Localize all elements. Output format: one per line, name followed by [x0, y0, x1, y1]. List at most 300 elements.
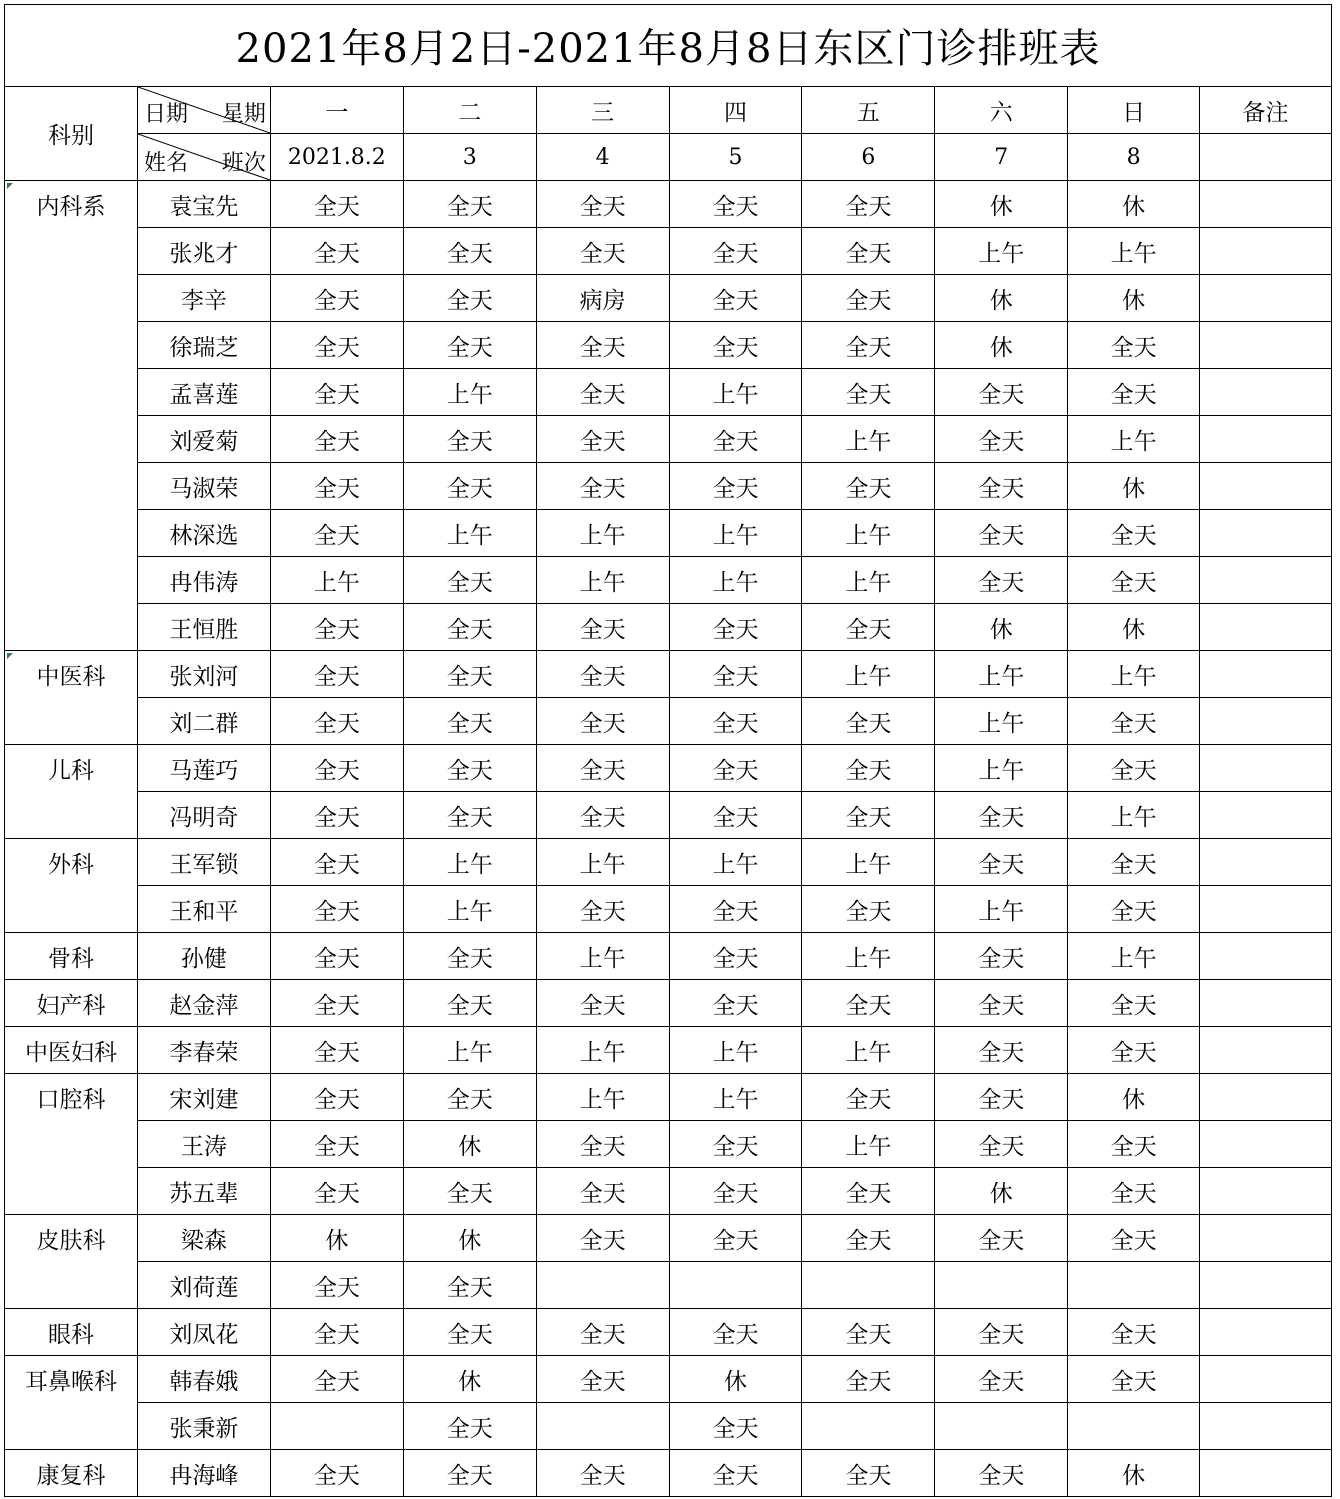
- table-row: [5, 1121, 1332, 1168]
- header-weekday-label: 星期: [221, 102, 266, 127]
- table-row: [5, 698, 1332, 745]
- shift-cell: [669, 1262, 802, 1309]
- dept-cell: 皮肤科: [5, 1215, 138, 1262]
- remark-cell: [1200, 604, 1332, 651]
- shift-cell: 休: [1068, 604, 1200, 651]
- dept-cell: 耳鼻喉科: [5, 1356, 138, 1403]
- shift-cell: 全天: [270, 792, 403, 839]
- shift-cell: 上午: [935, 886, 1068, 933]
- shift-cell: 全天: [270, 322, 403, 369]
- dept-cell: 骨科: [5, 933, 138, 980]
- remark-cell: [1200, 933, 1332, 980]
- shift-cell: 全天: [403, 792, 536, 839]
- shift-cell: 全天: [669, 1168, 802, 1215]
- shift-cell: 休: [403, 1215, 536, 1262]
- shift-cell: 全天: [935, 1027, 1068, 1074]
- shift-cell: 全天: [935, 463, 1068, 510]
- shift-cell: 上午: [935, 698, 1068, 745]
- shift-cell: 上午: [802, 510, 935, 557]
- shift-cell: 上午: [802, 1027, 935, 1074]
- shift-cell: 全天: [935, 369, 1068, 416]
- shift-cell: 全天: [1068, 1168, 1200, 1215]
- shift-cell: 全天: [270, 839, 403, 886]
- shift-cell: 全天: [802, 181, 935, 228]
- shift-cell: 全天: [802, 1074, 935, 1121]
- table-row: [5, 1403, 1332, 1450]
- shift-cell: 全天: [536, 181, 669, 228]
- shift-cell: 上午: [802, 557, 935, 604]
- shift-cell: 全天: [802, 322, 935, 369]
- shift-cell: 全天: [669, 463, 802, 510]
- shift-cell: 全天: [270, 886, 403, 933]
- dept-cell: [5, 1403, 138, 1450]
- shift-cell: 全天: [935, 510, 1068, 557]
- remark-cell: [1200, 792, 1332, 839]
- shift-cell: 全天: [802, 1450, 935, 1497]
- shift-cell: 全天: [536, 698, 669, 745]
- shift-cell: 上午: [802, 933, 935, 980]
- shift-cell: 全天: [403, 933, 536, 980]
- shift-cell: 上午: [802, 1121, 935, 1168]
- shift-cell: 上午: [802, 651, 935, 698]
- shift-cell: [1068, 1403, 1200, 1450]
- header-date-label: 日期: [143, 102, 188, 127]
- shift-cell: 全天: [669, 1403, 802, 1450]
- date-cell: 5: [669, 134, 802, 181]
- name-cell: 宋刘建: [137, 1074, 270, 1121]
- shift-cell: 上午: [935, 651, 1068, 698]
- name-cell: 孙健: [137, 933, 270, 980]
- shift-cell: 全天: [669, 792, 802, 839]
- shift-cell: 病房: [536, 275, 669, 322]
- shift-cell: 上午: [536, 839, 669, 886]
- shift-cell: 全天: [802, 1309, 935, 1356]
- dept-cell: [5, 369, 138, 416]
- shift-cell: 全天: [1068, 1356, 1200, 1403]
- shift-cell: 全天: [669, 322, 802, 369]
- shift-cell: 全天: [1068, 1309, 1200, 1356]
- remark-cell: [1200, 651, 1332, 698]
- shift-cell: 全天: [403, 181, 536, 228]
- shift-cell: 全天: [403, 557, 536, 604]
- remark-cell: [1200, 980, 1332, 1027]
- shift-cell: 全天: [403, 980, 536, 1027]
- shift-cell: 上午: [935, 745, 1068, 792]
- name-cell: 冉伟涛: [137, 557, 270, 604]
- shift-cell: 全天: [669, 275, 802, 322]
- table-row: [5, 1356, 1332, 1403]
- shift-cell: 全天: [669, 933, 802, 980]
- shift-cell: 休: [1068, 181, 1200, 228]
- shift-cell: 全天: [802, 698, 935, 745]
- shift-cell: 上午: [669, 557, 802, 604]
- shift-cell: 全天: [669, 1309, 802, 1356]
- table-row: [5, 181, 1332, 228]
- header-remark: 备注: [1200, 87, 1332, 134]
- table-row: [5, 792, 1332, 839]
- shift-cell: 全天: [536, 1356, 669, 1403]
- shift-cell: 全天: [270, 1168, 403, 1215]
- shift-cell: 全天: [1068, 698, 1200, 745]
- table-row: [5, 980, 1332, 1027]
- shift-cell: 全天: [935, 980, 1068, 1027]
- table-row: [5, 604, 1332, 651]
- shift-cell: 全天: [403, 651, 536, 698]
- shift-cell: 全天: [536, 369, 669, 416]
- shift-cell: 全天: [536, 886, 669, 933]
- shift-cell: 上午: [1068, 933, 1200, 980]
- name-cell: 刘二群: [137, 698, 270, 745]
- shift-cell: 上午: [669, 510, 802, 557]
- dept-cell: [5, 604, 138, 651]
- shift-cell: 全天: [270, 1262, 403, 1309]
- page-title: 2021年8月2日-2021年8月8日东区门诊排班表: [4, 4, 1332, 86]
- shift-cell: 全天: [270, 275, 403, 322]
- shift-cell: 全天: [669, 651, 802, 698]
- shift-cell: 全天: [270, 698, 403, 745]
- cell-comment-marker-icon: [7, 653, 13, 659]
- dept-cell: [5, 1168, 138, 1215]
- shift-cell: [935, 1403, 1068, 1450]
- shift-cell: 上午: [669, 839, 802, 886]
- name-cell: 马淑荣: [137, 463, 270, 510]
- schedule-table: [4, 86, 1332, 1497]
- shift-cell: 全天: [270, 1356, 403, 1403]
- shift-cell: 全天: [270, 604, 403, 651]
- name-cell: 林深选: [137, 510, 270, 557]
- date-cell: 3: [403, 134, 536, 181]
- shift-cell: [536, 1262, 669, 1309]
- shift-cell: 休: [1068, 1074, 1200, 1121]
- table-row: [5, 1450, 1332, 1497]
- shift-cell: 全天: [669, 228, 802, 275]
- remark-cell: [1200, 181, 1332, 228]
- dept-cell: [5, 557, 138, 604]
- cell-comment-marker-icon: [7, 183, 13, 189]
- shift-cell: 休: [669, 1356, 802, 1403]
- shift-cell: 休: [1068, 275, 1200, 322]
- shift-cell: 全天: [270, 651, 403, 698]
- shift-cell: 全天: [536, 1121, 669, 1168]
- shift-cell: 全天: [1068, 322, 1200, 369]
- shift-cell: 休: [403, 1121, 536, 1168]
- name-cell: 李辛: [137, 275, 270, 322]
- table-row: [5, 1309, 1332, 1356]
- remark-cell: [1200, 1074, 1332, 1121]
- remark-cell: [1200, 745, 1332, 792]
- shift-cell: 全天: [403, 1403, 536, 1450]
- shift-cell: 全天: [935, 1121, 1068, 1168]
- shift-cell: 全天: [802, 228, 935, 275]
- shift-cell: 全天: [403, 604, 536, 651]
- dept-cell: [5, 510, 138, 557]
- shift-cell: 全天: [403, 322, 536, 369]
- shift-cell: 全天: [935, 839, 1068, 886]
- table-row: [5, 557, 1332, 604]
- shift-cell: 休: [270, 1215, 403, 1262]
- shift-cell: 全天: [1068, 1027, 1200, 1074]
- dept-cell: [5, 322, 138, 369]
- weekday-cell: 日: [1068, 87, 1200, 134]
- shift-cell: 全天: [802, 792, 935, 839]
- shift-cell: 全天: [802, 463, 935, 510]
- shift-cell: 全天: [403, 1074, 536, 1121]
- remark-cell: [1200, 1356, 1332, 1403]
- shift-cell: 全天: [270, 933, 403, 980]
- shift-cell: 全天: [935, 792, 1068, 839]
- name-cell: 韩春娥: [137, 1356, 270, 1403]
- shift-cell: 上午: [403, 886, 536, 933]
- shift-cell: 全天: [1068, 1121, 1200, 1168]
- name-cell: 刘爱菊: [137, 416, 270, 463]
- table-row: [5, 416, 1332, 463]
- remark-cell: [1200, 322, 1332, 369]
- shift-cell: 全天: [270, 181, 403, 228]
- name-cell: 张秉新: [137, 1403, 270, 1450]
- shift-cell: 全天: [1068, 886, 1200, 933]
- shift-cell: 全天: [802, 1168, 935, 1215]
- shift-cell: [1068, 1262, 1200, 1309]
- header-name-label: 姓名: [143, 151, 188, 176]
- weekday-cell: 二: [403, 87, 536, 134]
- shift-cell: 上午: [669, 369, 802, 416]
- shift-cell: 上午: [1068, 228, 1200, 275]
- name-cell: 徐瑞芝: [137, 322, 270, 369]
- name-cell: 王恒胜: [137, 604, 270, 651]
- shift-cell: 全天: [270, 510, 403, 557]
- name-cell: 马莲巧: [137, 745, 270, 792]
- table-row: [5, 510, 1332, 557]
- weekday-cell: 四: [669, 87, 802, 134]
- remark-cell: [1200, 134, 1332, 181]
- dept-cell: 妇产科: [5, 980, 138, 1027]
- header-row-weekday: [5, 87, 1332, 134]
- shift-cell: [270, 1403, 403, 1450]
- dept-cell: 中医科: [5, 651, 138, 698]
- shift-cell: 全天: [935, 557, 1068, 604]
- shift-cell: 全天: [669, 980, 802, 1027]
- name-cell: 刘荷莲: [137, 1262, 270, 1309]
- shift-cell: 全天: [669, 416, 802, 463]
- remark-cell: [1200, 510, 1332, 557]
- remark-cell: [1200, 1215, 1332, 1262]
- remark-cell: [1200, 1403, 1332, 1450]
- table-row: [5, 886, 1332, 933]
- shift-cell: 全天: [935, 1356, 1068, 1403]
- name-cell: 王和平: [137, 886, 270, 933]
- shift-cell: 上午: [1068, 416, 1200, 463]
- shift-cell: 全天: [270, 1027, 403, 1074]
- shift-cell: 全天: [802, 980, 935, 1027]
- shift-cell: 全天: [536, 745, 669, 792]
- remark-cell: [1200, 557, 1332, 604]
- shift-cell: [802, 1262, 935, 1309]
- remark-cell: [1200, 369, 1332, 416]
- remark-cell: [1200, 1450, 1332, 1497]
- table-row: [5, 275, 1332, 322]
- weekday-cell: 六: [935, 87, 1068, 134]
- dept-cell: 眼科: [5, 1309, 138, 1356]
- shift-cell: 全天: [669, 1450, 802, 1497]
- shift-cell: 全天: [669, 181, 802, 228]
- shift-cell: 全天: [270, 1309, 403, 1356]
- remark-cell: [1200, 463, 1332, 510]
- shift-cell: 全天: [669, 604, 802, 651]
- shift-cell: 上午: [536, 1074, 669, 1121]
- shift-cell: 全天: [270, 369, 403, 416]
- shift-cell: 全天: [536, 792, 669, 839]
- shift-cell: 上午: [536, 1027, 669, 1074]
- shift-cell: 全天: [935, 1215, 1068, 1262]
- shift-cell: 全天: [270, 745, 403, 792]
- shift-cell: 上午: [669, 1074, 802, 1121]
- shift-cell: 全天: [403, 228, 536, 275]
- shift-cell: 全天: [536, 1168, 669, 1215]
- weekday-cell: 一: [270, 87, 403, 134]
- remark-cell: [1200, 275, 1332, 322]
- shift-cell: 上午: [403, 839, 536, 886]
- shift-cell: 全天: [669, 1215, 802, 1262]
- name-cell: 李春荣: [137, 1027, 270, 1074]
- shift-cell: 全天: [536, 604, 669, 651]
- shift-cell: 全天: [669, 886, 802, 933]
- name-cell: 孟喜莲: [137, 369, 270, 416]
- shift-cell: 全天: [270, 1450, 403, 1497]
- shift-cell: 全天: [1068, 369, 1200, 416]
- shift-cell: 休: [403, 1356, 536, 1403]
- shift-cell: 全天: [669, 698, 802, 745]
- shift-cell: 全天: [1068, 745, 1200, 792]
- name-cell: 王军锁: [137, 839, 270, 886]
- table-row: [5, 322, 1332, 369]
- name-cell: 王涛: [137, 1121, 270, 1168]
- name-cell: 苏五辈: [137, 1168, 270, 1215]
- shift-cell: 全天: [669, 745, 802, 792]
- shift-cell: 上午: [1068, 792, 1200, 839]
- table-row: [5, 651, 1332, 698]
- table-row: [5, 745, 1332, 792]
- header-shift-label: 班次: [221, 151, 266, 176]
- date-cell: 8: [1068, 134, 1200, 181]
- shift-cell: 全天: [403, 1168, 536, 1215]
- shift-cell: 全天: [536, 416, 669, 463]
- shift-cell: 休: [935, 1168, 1068, 1215]
- shift-cell: 全天: [403, 745, 536, 792]
- shift-cell: 全天: [935, 933, 1068, 980]
- dept-cell: [5, 228, 138, 275]
- shift-cell: 上午: [536, 510, 669, 557]
- date-cell: 6: [802, 134, 935, 181]
- shift-cell: [802, 1403, 935, 1450]
- shift-cell: 全天: [802, 886, 935, 933]
- shift-cell: 全天: [536, 980, 669, 1027]
- shift-cell: 全天: [802, 1356, 935, 1403]
- remark-cell: [1200, 698, 1332, 745]
- shift-cell: 全天: [669, 1121, 802, 1168]
- remark-cell: [1200, 1309, 1332, 1356]
- shift-cell: 全天: [270, 980, 403, 1027]
- shift-cell: 上午: [403, 510, 536, 557]
- shift-cell: 上午: [536, 557, 669, 604]
- table-row: [5, 1262, 1332, 1309]
- shift-cell: 休: [1068, 463, 1200, 510]
- shift-cell: 全天: [536, 463, 669, 510]
- shift-cell: 上午: [1068, 651, 1200, 698]
- dept-cell: [5, 792, 138, 839]
- shift-cell: 全天: [935, 1450, 1068, 1497]
- shift-cell: 全天: [1068, 839, 1200, 886]
- name-cell: 冯明奇: [137, 792, 270, 839]
- shift-cell: 上午: [935, 228, 1068, 275]
- shift-cell: 全天: [536, 1450, 669, 1497]
- weekday-cell: 三: [536, 87, 669, 134]
- dept-cell: 口腔科: [5, 1074, 138, 1121]
- dept-cell: 内科系: [5, 181, 138, 228]
- remark-cell: [1200, 839, 1332, 886]
- weekday-cell: 五: [802, 87, 935, 134]
- table-row: [5, 839, 1332, 886]
- name-cell: 刘凤花: [137, 1309, 270, 1356]
- shift-cell: [935, 1262, 1068, 1309]
- remark-cell: [1200, 1262, 1332, 1309]
- name-cell: 赵金萍: [137, 980, 270, 1027]
- shift-cell: 全天: [802, 745, 935, 792]
- remark-cell: [1200, 228, 1332, 275]
- remark-cell: [1200, 416, 1332, 463]
- shift-cell: 全天: [403, 416, 536, 463]
- shift-cell: 休: [935, 181, 1068, 228]
- header-row-date: [5, 134, 1332, 181]
- remark-cell: [1200, 1027, 1332, 1074]
- header-dept: 科别: [5, 87, 138, 181]
- shift-cell: 全天: [270, 463, 403, 510]
- shift-cell: 上午: [403, 369, 536, 416]
- shift-cell: 全天: [403, 275, 536, 322]
- shift-cell: 全天: [403, 463, 536, 510]
- shift-cell: 休: [1068, 1450, 1200, 1497]
- name-cell: 张兆才: [137, 228, 270, 275]
- table-row: [5, 1027, 1332, 1074]
- shift-cell: 上午: [536, 933, 669, 980]
- schedule-sheet: [2, 2, 1332, 1490]
- shift-cell: 全天: [536, 651, 669, 698]
- shift-cell: 全天: [802, 275, 935, 322]
- shift-cell: 上午: [403, 1027, 536, 1074]
- dept-cell: [5, 1262, 138, 1309]
- shift-cell: 上午: [802, 416, 935, 463]
- remark-cell: [1200, 1168, 1332, 1215]
- date-cell: 4: [536, 134, 669, 181]
- shift-cell: 全天: [935, 1074, 1068, 1121]
- shift-cell: 休: [935, 604, 1068, 651]
- dept-cell: [5, 416, 138, 463]
- remark-cell: [1200, 1121, 1332, 1168]
- shift-cell: 全天: [536, 228, 669, 275]
- shift-cell: 全天: [802, 604, 935, 651]
- shift-cell: 全天: [1068, 1215, 1200, 1262]
- name-cell: 张刘河: [137, 651, 270, 698]
- shift-cell: 全天: [1068, 510, 1200, 557]
- shift-cell: 全天: [1068, 980, 1200, 1027]
- header-name-shift: [137, 134, 270, 181]
- dept-cell: [5, 698, 138, 745]
- table-row: [5, 1168, 1332, 1215]
- shift-cell: 全天: [935, 416, 1068, 463]
- name-cell: 冉海峰: [137, 1450, 270, 1497]
- table-row: [5, 228, 1332, 275]
- remark-cell: [1200, 886, 1332, 933]
- shift-cell: 上午: [802, 839, 935, 886]
